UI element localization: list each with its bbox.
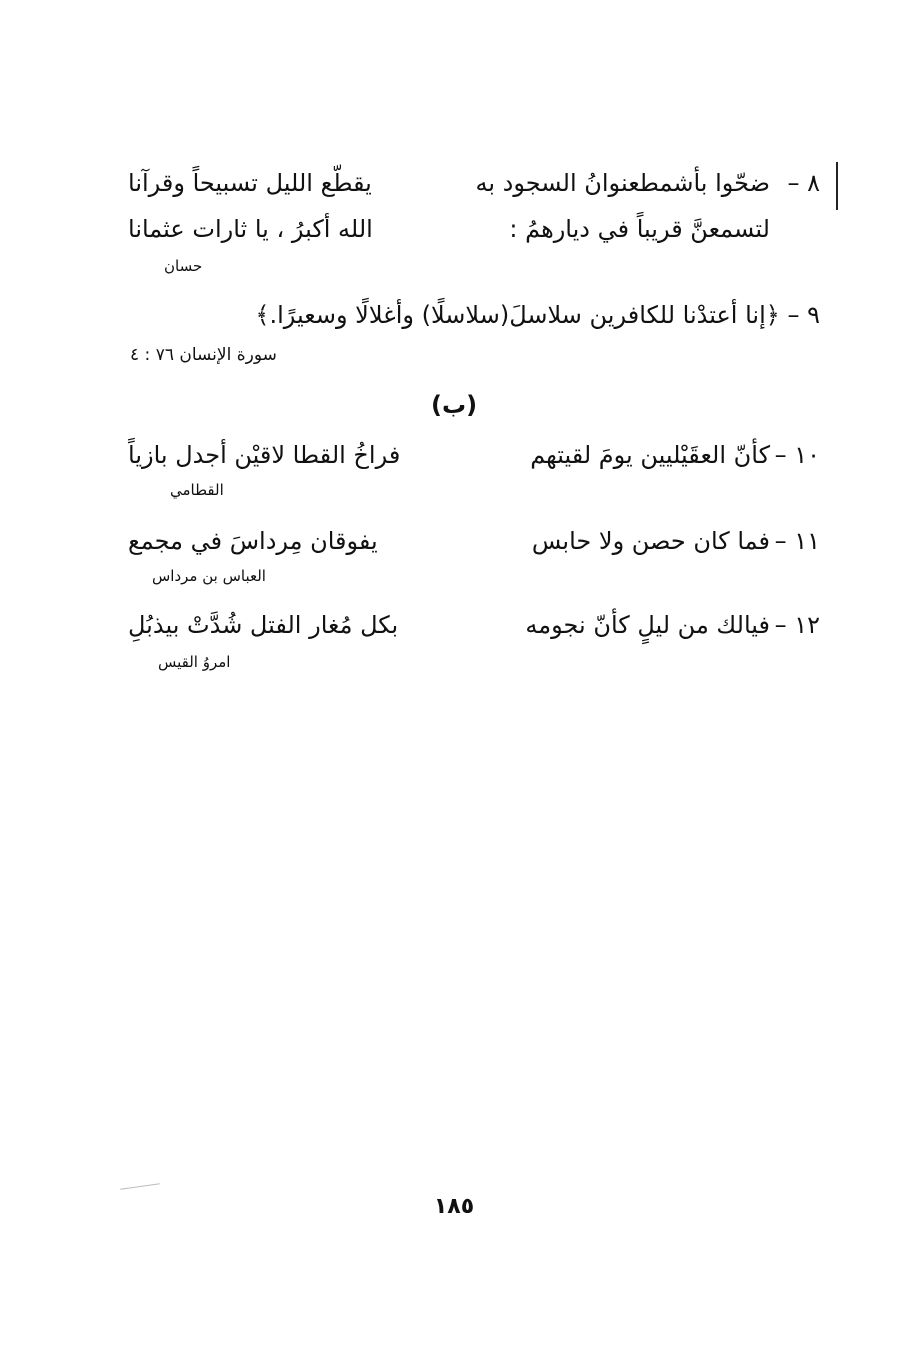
quran-text: ﴿إنا أعتدْنا للكافرين سلاسلَ(سلاسلًا) وأغلالًا وسعيرًا.﴾ [255,301,780,329]
verse-number: ١٠ – [774,441,820,469]
poet-attribution: حسان [164,257,203,275]
verse-hemistich-second: الله أكبرُ ، يا ثارات عثمانا [128,215,373,243]
verse-hemistich-second: يقطّع الليل تسبيحاً وقرآنا [128,169,372,197]
poet-attribution: القطامي [170,481,224,499]
verse-number: ١١ – [774,527,820,555]
poet-attribution: امروُ القيس [158,653,231,671]
scan-mark [120,1183,160,1190]
verse-number: ٨ – [787,169,820,197]
quran-verse [255,300,820,330]
verse-hemistich-second: بكل مُغار الفتل شُدَّتْ بيذبُلِ [128,611,399,639]
verse-hemistich-first: لتسمعنَّ قريباً في ديارهمُ : [509,215,770,243]
verse-hemistich-first: فيالك من ليلٍ كأنّ نجومه [525,611,770,639]
verse-hemistich-second: يفوقان مِرداسَ في مجمع [128,527,378,555]
verse-number: ١٢ – [774,611,820,639]
verse-hemistich-first: كأنّ العقَيْليين يومَ لقيتهم [530,441,770,469]
verse-number: ٩ – [787,301,820,329]
verse-hemistich-first: فما كان حصن ولا حابس [531,527,770,555]
page-number: ١٨٥ [433,1194,475,1219]
verse-hemistich-second: فراخُ القطا لاقيْن أجدل بازياً [128,441,401,469]
margin-line [836,162,838,210]
surah-reference: سورة الإنسان ٧٦ : ٤ [130,345,277,365]
poet-attribution: العباس بن مرداس [152,567,266,585]
verse-hemistich-first: ضحّوا بأشمطعنوانُ السجود به [475,169,770,197]
section-heading: (ب) [430,391,478,419]
